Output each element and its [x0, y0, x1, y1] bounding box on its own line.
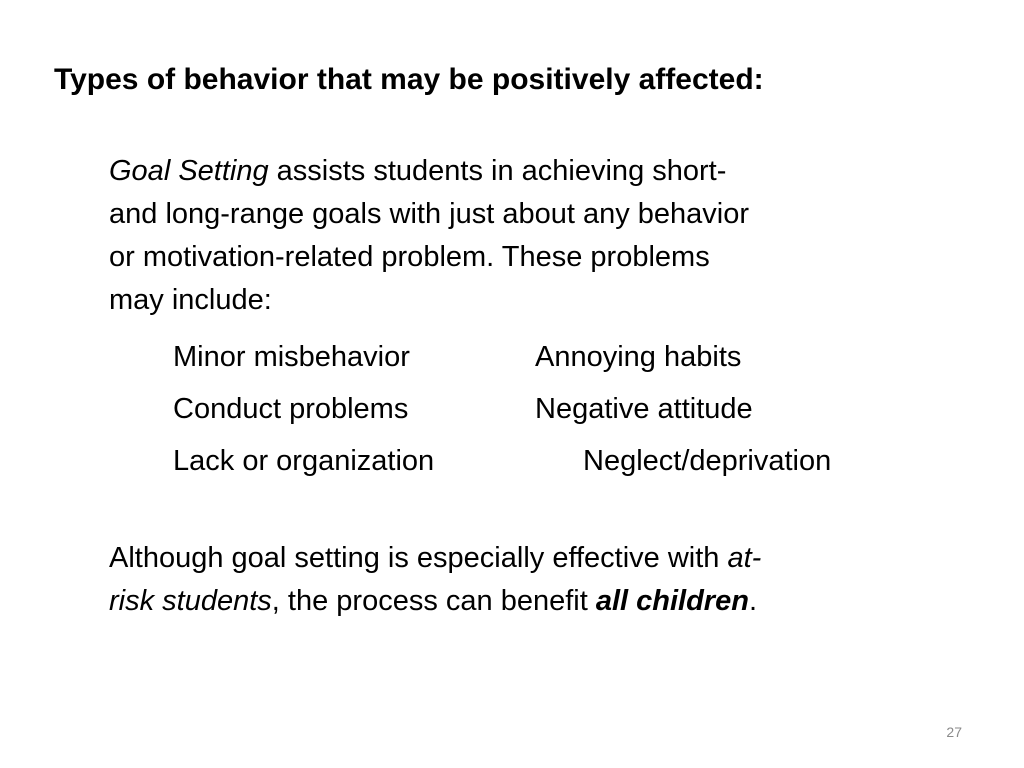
problem-item: Minor misbehavior	[173, 341, 410, 373]
closing-line-1	[109, 537, 949, 580]
all-children-emphasis: all children	[595, 585, 749, 617]
problem-item: Negative attitude	[535, 393, 753, 425]
closing-at-risk-2: risk students	[109, 585, 272, 617]
slide-title: Types of behavior that may be positively affected:	[54, 63, 764, 96]
intro-line-2: and long-range goals with just about any behavior	[109, 198, 750, 230]
goal-setting-term: Goal Setting	[109, 155, 269, 187]
problem-item: Conduct problems	[173, 393, 409, 425]
problem-item: Neglect/deprivation	[583, 445, 832, 477]
problem-item: Annoying habits	[535, 341, 742, 373]
intro-line-4: may include:	[109, 284, 272, 316]
intro-line-3: or motivation-related problem. These problems	[109, 241, 710, 273]
closing-at-risk-1: at-	[727, 542, 762, 574]
intro-paragraph	[109, 150, 949, 322]
closing-period: .	[748, 585, 757, 617]
closing-text-1: Although goal setting is especially effective with	[109, 542, 728, 574]
closing-text-2: , the process can benefit	[271, 585, 596, 617]
closing-line-2	[109, 580, 949, 623]
closing-paragraph	[109, 537, 949, 623]
page-number: 27	[946, 724, 962, 740]
problem-item: Lack or organization	[173, 445, 435, 477]
intro-line-1	[109, 150, 949, 193]
intro-line-1-rest: assists students in achieving short-	[268, 155, 727, 187]
